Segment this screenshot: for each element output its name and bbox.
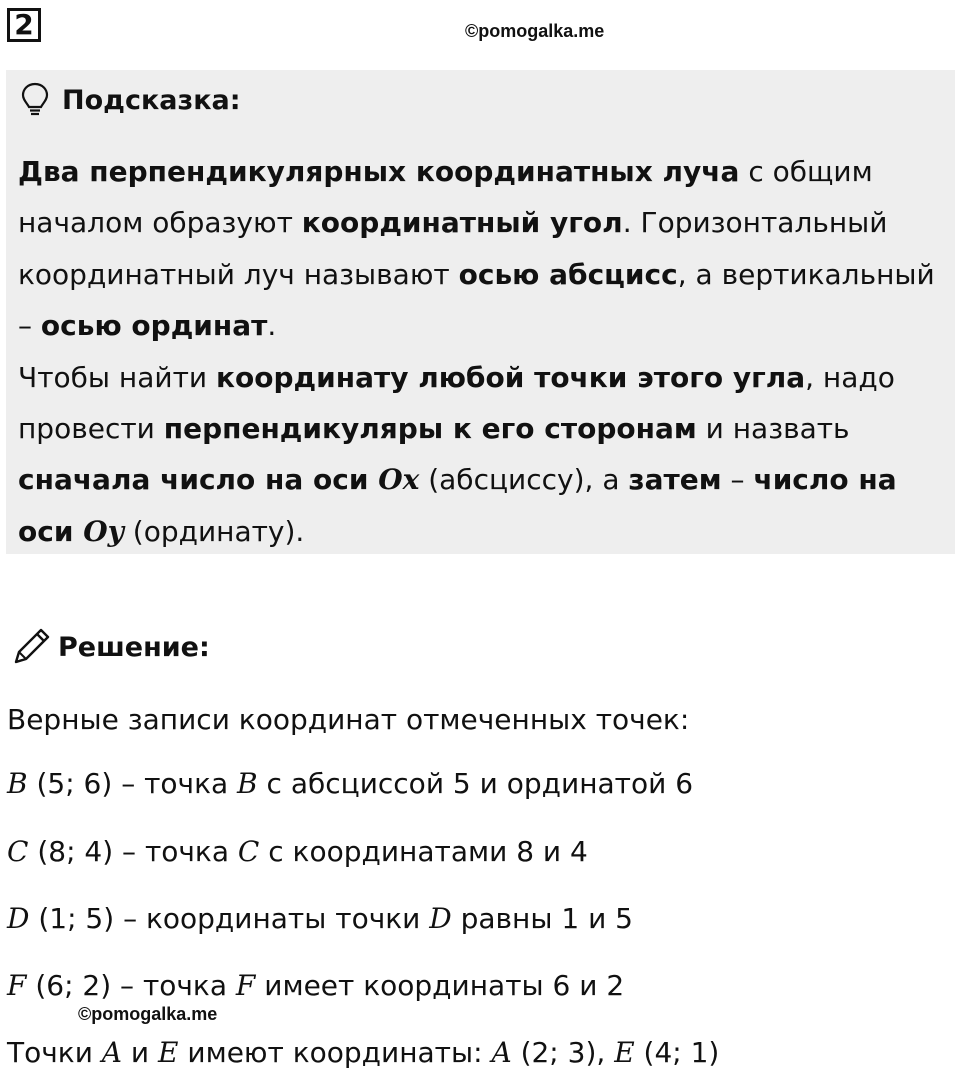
hint-header [20, 82, 241, 118]
point-label: A [491, 1036, 512, 1069]
hint-text-run: . [267, 309, 277, 343]
hint-text-run: , а вертикальный – [18, 257, 935, 343]
line-text: (1; 5) – координаты точки [29, 902, 430, 935]
hint-text-run: – [721, 463, 754, 497]
point-label: F [7, 969, 27, 1002]
point-label: E [614, 1036, 635, 1069]
hint-bold: затем [628, 463, 722, 497]
watermark: ©pomogalka.me [465, 21, 605, 41]
line-text: с координатами 8 и 4 [259, 835, 588, 868]
hint-bold: координатный угол [301, 206, 623, 240]
line-text: Точки [7, 1036, 102, 1069]
hint-text-run: и назвать [696, 412, 850, 446]
line-text: (2; 3), [511, 1036, 615, 1069]
hint-box [6, 70, 955, 554]
point-label: D [7, 902, 30, 935]
point-label: F [235, 969, 256, 1002]
line-text: имеют координаты: [178, 1036, 492, 1069]
line-text: (6; 2) – точка [26, 969, 236, 1002]
line-text: равны 1 и 5 [451, 902, 633, 935]
hint-text-run: с общим началом образуют [18, 155, 873, 240]
hint-bold: перпендикуляры к его сторонам [163, 412, 697, 446]
line-text: (5; 6) – точка [27, 767, 238, 800]
point-label: D [429, 902, 452, 935]
line-text: (4; 1) [634, 1036, 720, 1069]
solution-header [10, 626, 210, 668]
hint-text-run: Чтобы найти [18, 360, 216, 394]
watermark: ©pomogalka.me [78, 1004, 218, 1024]
point-label: B [7, 767, 28, 800]
solution-intro: Верные записи координат отмеченных точек: [7, 703, 690, 736]
hint-bold: сначала число на оси [18, 463, 379, 497]
hint-bold: координату любой точки этого угла [215, 360, 806, 394]
point-label: C [237, 835, 260, 868]
math-ox: Ox [378, 463, 420, 497]
task-number: 2 [7, 8, 41, 42]
hint-bold: число на оси [18, 463, 897, 548]
hint-text-run: , надо провести [18, 360, 895, 446]
solution-last-line [7, 1036, 719, 1070]
pencil-icon [10, 626, 52, 668]
hint-text [18, 146, 943, 557]
line-text: имеет координаты 6 и 2 [255, 969, 625, 1002]
hint-bold: осью ординат [40, 309, 268, 343]
solution-title: Решение: [58, 631, 210, 663]
hint-text-run: . Горизонтальный координатный луч называют [18, 206, 888, 291]
solution-line [7, 767, 693, 801]
hint-text-run: (абсциссу), а [419, 463, 629, 497]
point-label: C [7, 835, 29, 868]
solution-line [7, 835, 588, 869]
line-text: (8; 4) – точка [28, 835, 238, 868]
hint-text-run: (ординату). [123, 514, 305, 548]
hint-title: Подсказка: [62, 84, 241, 116]
math-oy: Oy [83, 514, 124, 548]
point-label: E [158, 1036, 179, 1069]
lightbulb-icon [20, 82, 50, 118]
point-label: B [237, 767, 258, 800]
hint-bold: Два перпендикулярных координатных луча [18, 155, 740, 188]
solution-line [7, 969, 624, 1003]
line-text: и [122, 1036, 159, 1069]
hint-bold: осью абсцисс [458, 257, 678, 291]
solution-line [7, 902, 633, 936]
line-text: с абсциссой 5 и ординатой 6 [257, 767, 694, 800]
point-label: A [101, 1036, 123, 1069]
